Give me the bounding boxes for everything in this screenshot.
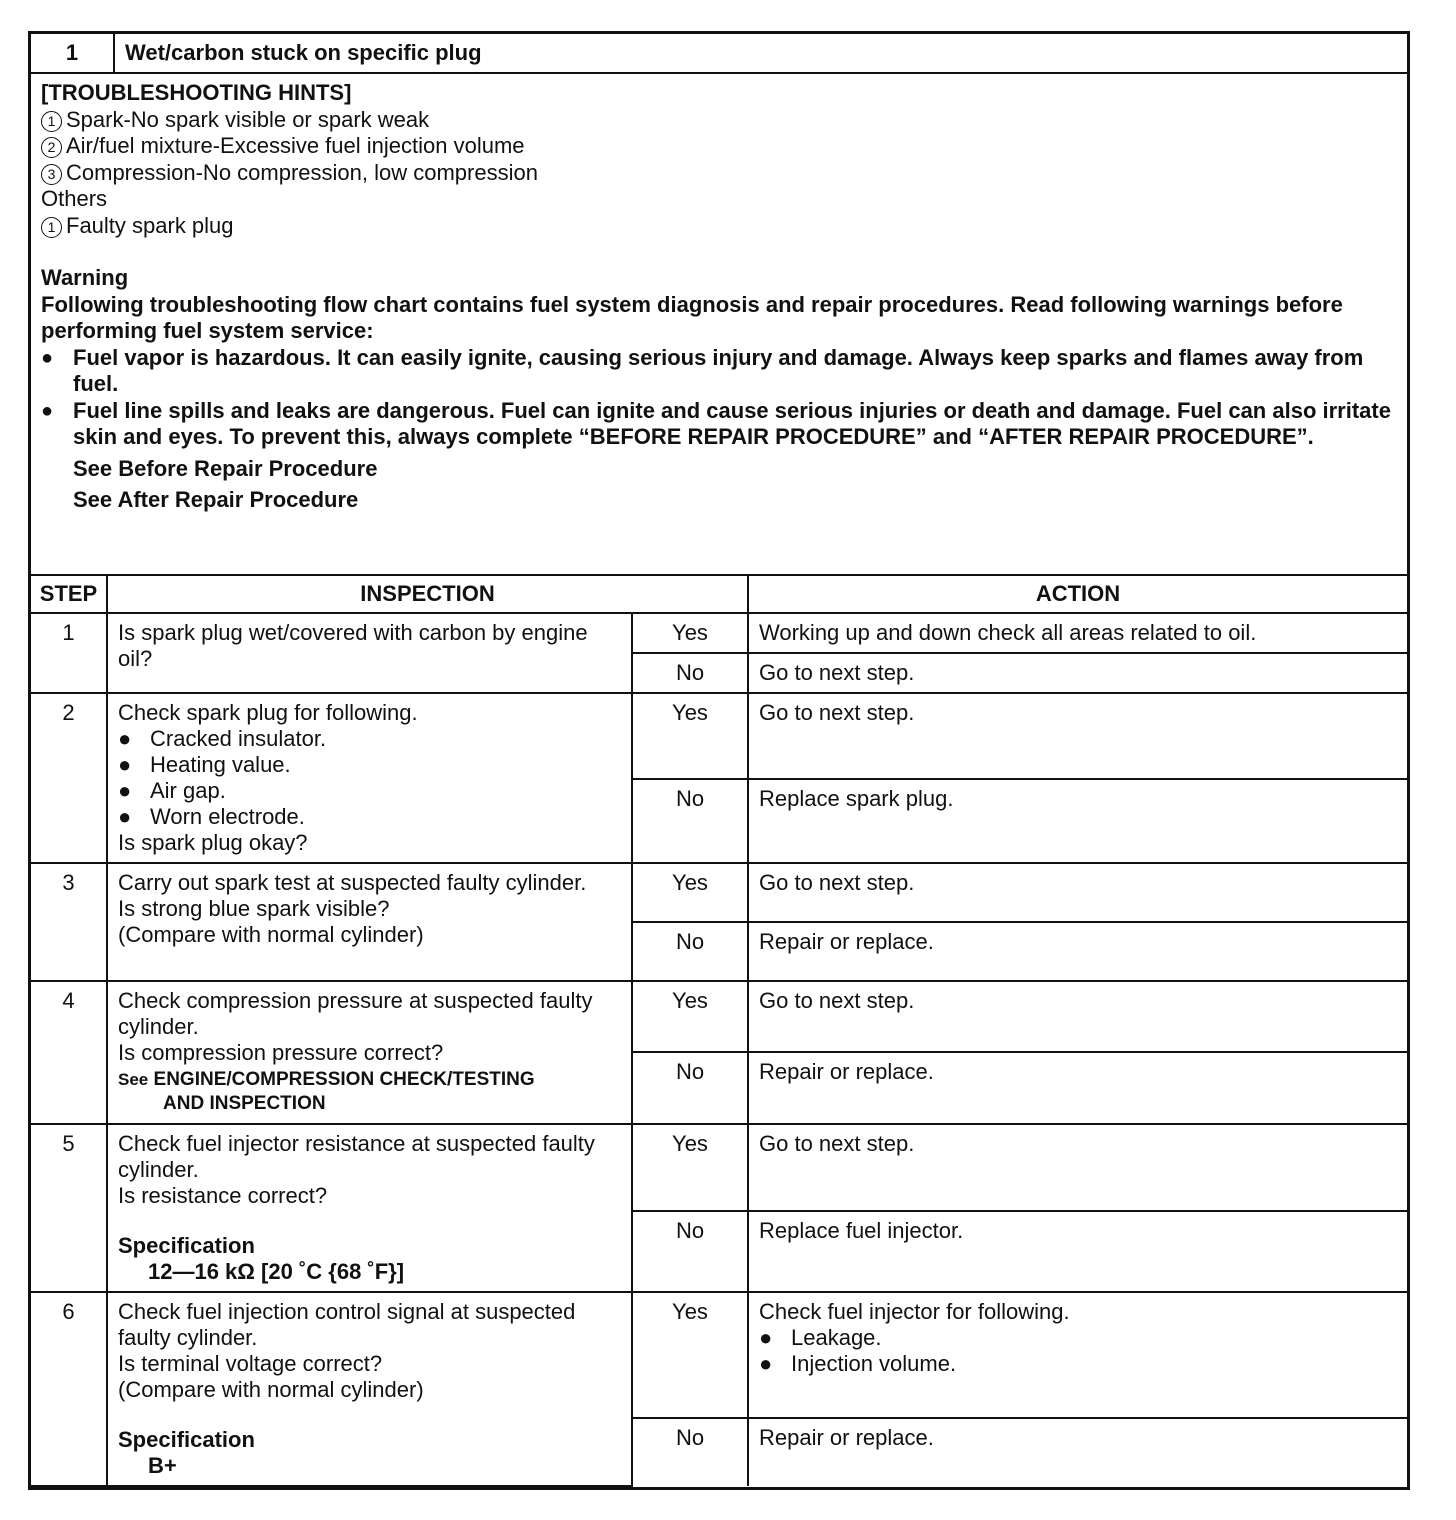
inspection-cell bbox=[107, 1292, 632, 1486]
warning-heading: Warning bbox=[41, 265, 129, 290]
hint-text: Air/fuel mixture-Excessive fuel injection volume bbox=[66, 133, 525, 158]
check-item bbox=[759, 1351, 1397, 1377]
reference-continued: AND INSPECTION bbox=[163, 1093, 326, 1114]
others-text: Faulty spark plug bbox=[66, 212, 234, 238]
troubleshooting-sheet bbox=[28, 31, 1410, 1490]
circled-number-3: 3 bbox=[41, 164, 62, 185]
step-number: 4 bbox=[31, 981, 107, 1124]
no-label: No bbox=[632, 779, 748, 864]
specification-label: Specification bbox=[118, 1233, 255, 1258]
inspection-cell bbox=[107, 863, 632, 981]
check-item bbox=[118, 804, 621, 830]
step-number: 5 bbox=[31, 1124, 107, 1292]
check-item bbox=[759, 1325, 1397, 1351]
yes-action: Go to next step. bbox=[748, 693, 1407, 779]
hint-text: Compression-No compression, low compression bbox=[66, 159, 538, 185]
yes-action: Go to next step. bbox=[748, 981, 1407, 1052]
check-item-text: Heating value. bbox=[150, 752, 291, 777]
inspection-text: Check fuel injector resistance at suspected faulty cylinder. bbox=[118, 1131, 595, 1182]
yes-label: Yes bbox=[632, 1292, 748, 1418]
hint-text: Spark-No spark visible or spark weak bbox=[66, 106, 430, 132]
inspection-text: Check fuel injection control signal at suspected faulty cylinder. bbox=[118, 1299, 576, 1350]
no-action: Go to next step. bbox=[748, 653, 1407, 693]
see-before-repair-link[interactable]: See Before Repair Procedure bbox=[73, 455, 378, 481]
inspection-text: Check spark plug for following. bbox=[118, 700, 418, 725]
check-item bbox=[118, 778, 621, 804]
bullet-icon: ● bbox=[41, 346, 54, 369]
check-item bbox=[118, 726, 621, 752]
title-row bbox=[31, 34, 1407, 74]
no-action: Replace fuel injector. bbox=[748, 1211, 1407, 1292]
table-row bbox=[31, 693, 1407, 779]
no-label: No bbox=[632, 1211, 748, 1292]
check-item-text: Injection volume. bbox=[791, 1351, 957, 1376]
warning-bullet-text: Fuel line spills and leaks are dangerous. Fuel can ignite and cause serious injuries or death and damage. Fuel can also irritate skin and eyes. To prevent this, always complete “BEFORE REPAIR PROCEDURE” and “AFTER REPAIR PROCEDURE”. bbox=[73, 397, 1391, 449]
header-inspection: INSPECTION bbox=[107, 576, 748, 613]
no-label: No bbox=[632, 653, 748, 693]
bullet-icon: ● bbox=[118, 726, 132, 751]
step-number: 1 bbox=[31, 613, 107, 693]
no-label: No bbox=[632, 922, 748, 981]
reference-main: ENGINE/COMPRESSION CHECK/TESTING bbox=[153, 1069, 535, 1090]
bullet-icon: ● bbox=[118, 778, 132, 803]
circled-number-1: 1 bbox=[41, 111, 62, 132]
yes-action: Go to next step. bbox=[748, 863, 1407, 922]
reference-prefix: See bbox=[118, 1070, 149, 1089]
reference-link[interactable] bbox=[118, 1068, 621, 1116]
inspection-text: Check compression pressure at suspected faulty cylinder. bbox=[118, 988, 593, 1039]
no-label: No bbox=[632, 1052, 748, 1124]
title-number: 1 bbox=[31, 34, 115, 72]
no-action: Repair or replace. bbox=[748, 1052, 1407, 1124]
inspection-text: Is spark plug wet/covered with carbon by engine oil? bbox=[118, 620, 588, 671]
step-number: 6 bbox=[31, 1292, 107, 1486]
hint-item bbox=[41, 107, 1397, 134]
bullet-icon: ● bbox=[118, 752, 132, 777]
see-after-repair-link[interactable]: See After Repair Procedure bbox=[73, 487, 359, 512]
inspection-question: Is compression pressure correct? bbox=[118, 1040, 444, 1065]
check-item-text: Air gap. bbox=[150, 778, 226, 803]
inspection-cell bbox=[107, 613, 632, 693]
others-item bbox=[41, 213, 1397, 240]
table-row bbox=[31, 1124, 1407, 1211]
header-action: ACTION bbox=[748, 576, 1407, 613]
no-label: No bbox=[632, 1418, 748, 1486]
specification-value: B+ bbox=[148, 1453, 177, 1478]
inspection-cell bbox=[107, 1124, 632, 1292]
table-row bbox=[31, 863, 1407, 922]
bullet-icon: ● bbox=[118, 804, 132, 829]
yes-action: Working up and down check all areas related to oil. bbox=[748, 613, 1407, 653]
inspection-question: Is terminal voltage correct? bbox=[118, 1351, 383, 1376]
hints-heading: [TROUBLESHOOTING HINTS] bbox=[41, 80, 352, 105]
table-header-row bbox=[31, 576, 1407, 613]
no-action: Repair or replace. bbox=[748, 1418, 1407, 1486]
no-action: Replace spark plug. bbox=[748, 779, 1407, 864]
yes-label: Yes bbox=[632, 981, 748, 1052]
hints-section bbox=[31, 74, 1407, 576]
specification-label: Specification bbox=[118, 1427, 255, 1452]
inspection-question: Is strong blue spark visible? bbox=[118, 896, 390, 921]
step-number: 2 bbox=[31, 693, 107, 863]
yes-action: Go to next step. bbox=[748, 1124, 1407, 1211]
no-action: Repair or replace. bbox=[748, 922, 1407, 981]
table-row bbox=[31, 1292, 1407, 1418]
yes-label: Yes bbox=[632, 693, 748, 779]
table-row bbox=[31, 613, 1407, 653]
inspection-cell bbox=[107, 693, 632, 863]
check-item-text: Cracked insulator. bbox=[150, 726, 327, 751]
bullet-icon: ● bbox=[759, 1351, 773, 1376]
circled-number-2: 2 bbox=[41, 137, 62, 158]
inspection-text: Carry out spark test at suspected faulty cylinder. bbox=[118, 870, 587, 895]
check-item-text: Worn electrode. bbox=[150, 804, 305, 829]
title-text: Wet/carbon stuck on specific plug bbox=[125, 40, 482, 65]
others-label: Others bbox=[41, 186, 108, 211]
warning-bullet-text: Fuel vapor is hazardous. It can easily ignite, causing serious injury and damage. Always keep sparks and flames away from fuel. bbox=[73, 344, 1364, 396]
hint-item bbox=[41, 160, 1397, 187]
step-number: 3 bbox=[31, 863, 107, 981]
circled-number-1: 1 bbox=[41, 217, 62, 238]
check-item-text: Leakage. bbox=[791, 1325, 882, 1350]
yes-action-text: Check fuel injector for following. bbox=[759, 1299, 1070, 1324]
yes-label: Yes bbox=[632, 863, 748, 922]
warning-intro: Following troubleshooting flow chart contains fuel system diagnosis and repair procedures. Read following warnings before performing fuel system service: bbox=[41, 291, 1343, 343]
inspection-cell bbox=[107, 981, 632, 1124]
header-step: STEP bbox=[31, 576, 107, 613]
warning-bullet bbox=[41, 398, 1397, 451]
hint-item bbox=[41, 133, 1397, 160]
inspection-question: Is spark plug okay? bbox=[118, 830, 308, 855]
check-item bbox=[118, 752, 621, 778]
bullet-icon: ● bbox=[759, 1325, 773, 1350]
inspection-table bbox=[31, 576, 1407, 1487]
yes-label: Yes bbox=[632, 613, 748, 653]
bullet-icon: ● bbox=[41, 399, 54, 422]
specification-value: 12—16 kΩ [20 ˚C {68 ˚F}] bbox=[148, 1259, 405, 1284]
inspection-note: (Compare with normal cylinder) bbox=[118, 1377, 424, 1402]
inspection-note: (Compare with normal cylinder) bbox=[118, 922, 424, 947]
yes-label: Yes bbox=[632, 1124, 748, 1211]
table-row bbox=[31, 981, 1407, 1052]
inspection-question: Is resistance correct? bbox=[118, 1183, 328, 1208]
warning-bullet bbox=[41, 345, 1397, 398]
yes-action bbox=[748, 1292, 1407, 1418]
